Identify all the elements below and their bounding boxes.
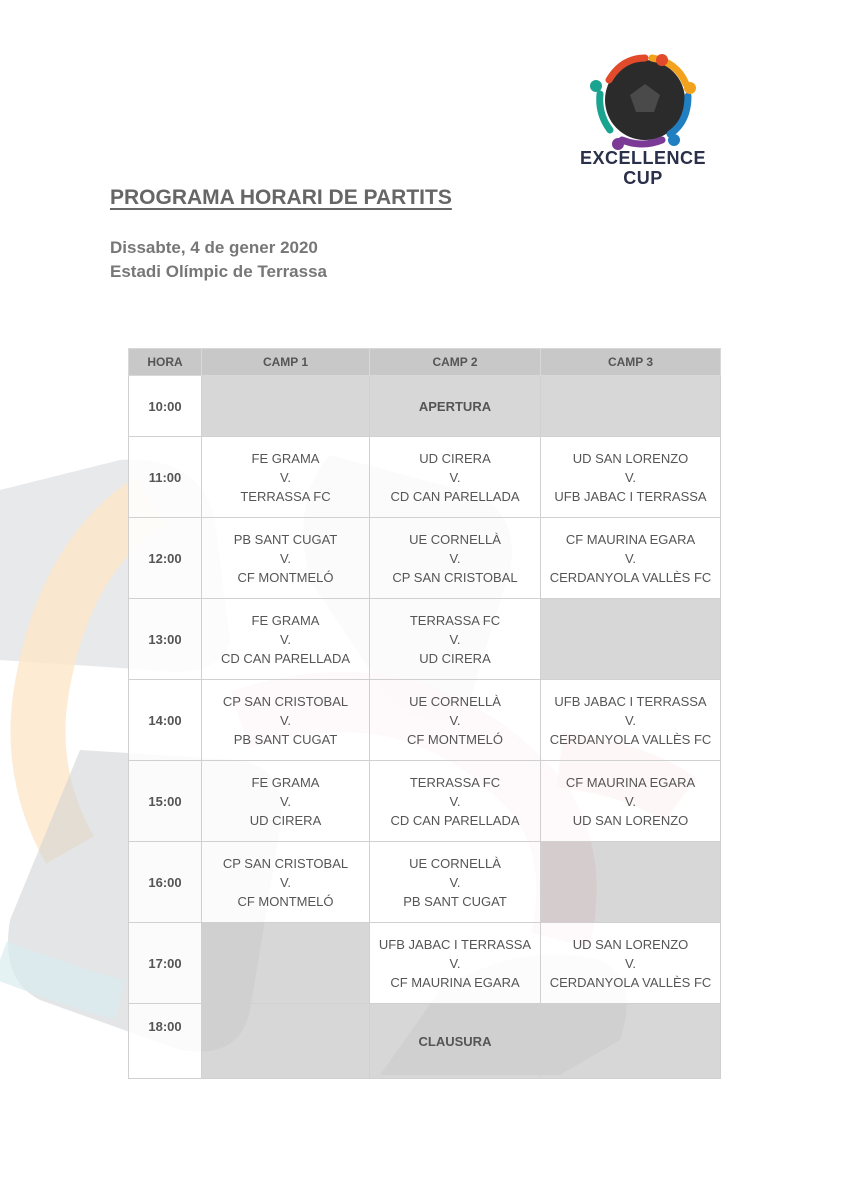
hour-cell: 14:00 [129, 680, 202, 761]
match-cell-camp1 [202, 518, 370, 599]
home-team: UD SAN LORENZO [572, 936, 689, 952]
header-hora: HORA [129, 349, 202, 376]
away-team: UD CIRERA [249, 812, 322, 828]
match-cell-camp2 [370, 437, 541, 518]
schedule-table [128, 348, 721, 1079]
home-team: CP SAN CRISTOBAL [222, 693, 349, 709]
hour-cell: 10:00 [129, 376, 202, 437]
away-team: PB SANT CUGAT [233, 731, 338, 747]
opening-row [129, 376, 721, 437]
hour-cell: 13:00 [129, 599, 202, 680]
empty-cell [202, 376, 370, 437]
match-cell-camp1 [202, 680, 370, 761]
hour-cell: 16:00 [129, 842, 202, 923]
hour-cell: 11:00 [129, 437, 202, 518]
home-team: CP SAN CRISTOBAL [222, 855, 349, 871]
versus-label: V. [624, 793, 637, 809]
match-cell-camp2 [370, 599, 541, 680]
home-team: TERRASSA FC [409, 774, 501, 790]
empty-cell [541, 842, 721, 923]
versus-label: V. [279, 631, 292, 647]
away-team: CD CAN PARELLADA [390, 812, 520, 828]
away-team: TERRASSA FC [240, 488, 331, 504]
empty-cell [202, 923, 370, 1004]
header-camp-3: CAMP 3 [541, 349, 721, 376]
match-cell-camp3 [541, 518, 721, 599]
page-title: PROGRAMA HORARI DE PARTITS [110, 186, 452, 209]
hour-cell: 17:00 [129, 923, 202, 1004]
table-header-row [129, 349, 721, 376]
header-camp-2: CAMP 2 [370, 349, 541, 376]
versus-label: V. [624, 550, 637, 566]
home-team: UE CORNELLÀ [409, 855, 501, 871]
away-team: PB SANT CUGAT [403, 893, 507, 909]
match-cell-camp1 [202, 842, 370, 923]
home-team: TERRASSA FC [409, 612, 501, 628]
logo-text-line1: EXCELLENCE [579, 148, 707, 168]
versus-label: V. [624, 469, 637, 485]
versus-label: V. [449, 712, 461, 728]
away-team: UFB JABAC I TERRASSA [554, 488, 707, 504]
match-cell-camp1 [202, 761, 370, 842]
match-cell-camp1 [202, 599, 370, 680]
away-team: CF MONTMELÓ [237, 569, 334, 585]
empty-cell [541, 376, 721, 437]
away-team: CF MAURINA EGARA [390, 974, 520, 990]
home-team: FE GRAMA [251, 612, 320, 628]
match-cell-camp3 [541, 680, 721, 761]
hour-cell: 12:00 [129, 518, 202, 599]
match-cell-camp3 [541, 761, 721, 842]
home-team: PB SANT CUGAT [233, 531, 338, 547]
home-team: FE GRAMA [251, 450, 320, 466]
closing-label: CLAUSURA [370, 1004, 541, 1079]
versus-label: V. [449, 955, 461, 971]
home-team: UFB JABAC I TERRASSA [378, 936, 532, 952]
versus-label: V. [449, 631, 461, 647]
home-team: CF MAURINA EGARA [565, 774, 696, 790]
away-team: UD CIRERA [419, 650, 491, 666]
match-cell-camp2 [370, 680, 541, 761]
home-team: UFB JABAC I TERRASSA [554, 693, 707, 709]
versus-label: V. [279, 874, 292, 890]
match-cell-camp2 [370, 842, 541, 923]
versus-label: V. [279, 469, 292, 485]
table-row [129, 923, 721, 1004]
event-venue: Estadi Olímpic de Terrassa [110, 262, 327, 281]
away-team: CP SAN CRISTOBAL [392, 569, 518, 585]
match-cell-camp2 [370, 761, 541, 842]
home-team: UD CIRERA [419, 450, 491, 466]
empty-cell [202, 1004, 370, 1079]
table-row [129, 842, 721, 923]
away-team: CF MONTMELÓ [406, 731, 504, 747]
home-team: CF MAURINA EGARA [565, 531, 696, 547]
match-cell-camp3 [541, 923, 721, 1004]
header-camp-1: CAMP 1 [202, 349, 370, 376]
home-team: UE CORNELLÀ [409, 693, 501, 709]
match-cell-camp3 [541, 437, 721, 518]
hour-cell: 18:00 [129, 1004, 202, 1079]
match-cell-camp2 [370, 923, 541, 1004]
versus-label: V. [624, 955, 637, 971]
home-team: UE CORNELLÀ [409, 531, 501, 547]
versus-label: V. [624, 712, 637, 728]
table-row [129, 437, 721, 518]
table-row [129, 761, 721, 842]
match-cell-camp2 [370, 518, 541, 599]
home-team: FE GRAMA [251, 774, 320, 790]
versus-label: V. [279, 793, 292, 809]
away-team: CD CAN PARELLADA [220, 650, 351, 666]
empty-cell [541, 599, 721, 680]
empty-cell [541, 1004, 721, 1079]
away-team: CERDANYOLA VALLÈS FC [549, 569, 712, 585]
versus-label: V. [449, 874, 461, 890]
opening-label: APERTURA [370, 376, 541, 437]
away-team: CERDANYOLA VALLÈS FC [549, 974, 712, 990]
away-team: CF MONTMELÓ [237, 893, 334, 909]
versus-label: V. [449, 550, 461, 566]
versus-label: V. [449, 793, 461, 809]
hour-cell: 15:00 [129, 761, 202, 842]
versus-label: V. [449, 469, 461, 485]
event-date: Dissabte, 4 de gener 2020 [110, 238, 318, 257]
home-team: UD SAN LORENZO [572, 450, 689, 466]
away-team: UD SAN LORENZO [572, 812, 689, 828]
versus-label: V. [279, 550, 292, 566]
versus-label: V. [279, 712, 292, 728]
match-cell-camp1 [202, 437, 370, 518]
away-team: CERDANYOLA VALLÈS FC [549, 731, 712, 747]
closing-row [129, 1004, 721, 1079]
table-row [129, 518, 721, 599]
away-team: CD CAN PARELLADA [390, 488, 520, 504]
table-row [129, 599, 721, 680]
logo-text-line2: CUP [623, 168, 663, 188]
table-row [129, 680, 721, 761]
